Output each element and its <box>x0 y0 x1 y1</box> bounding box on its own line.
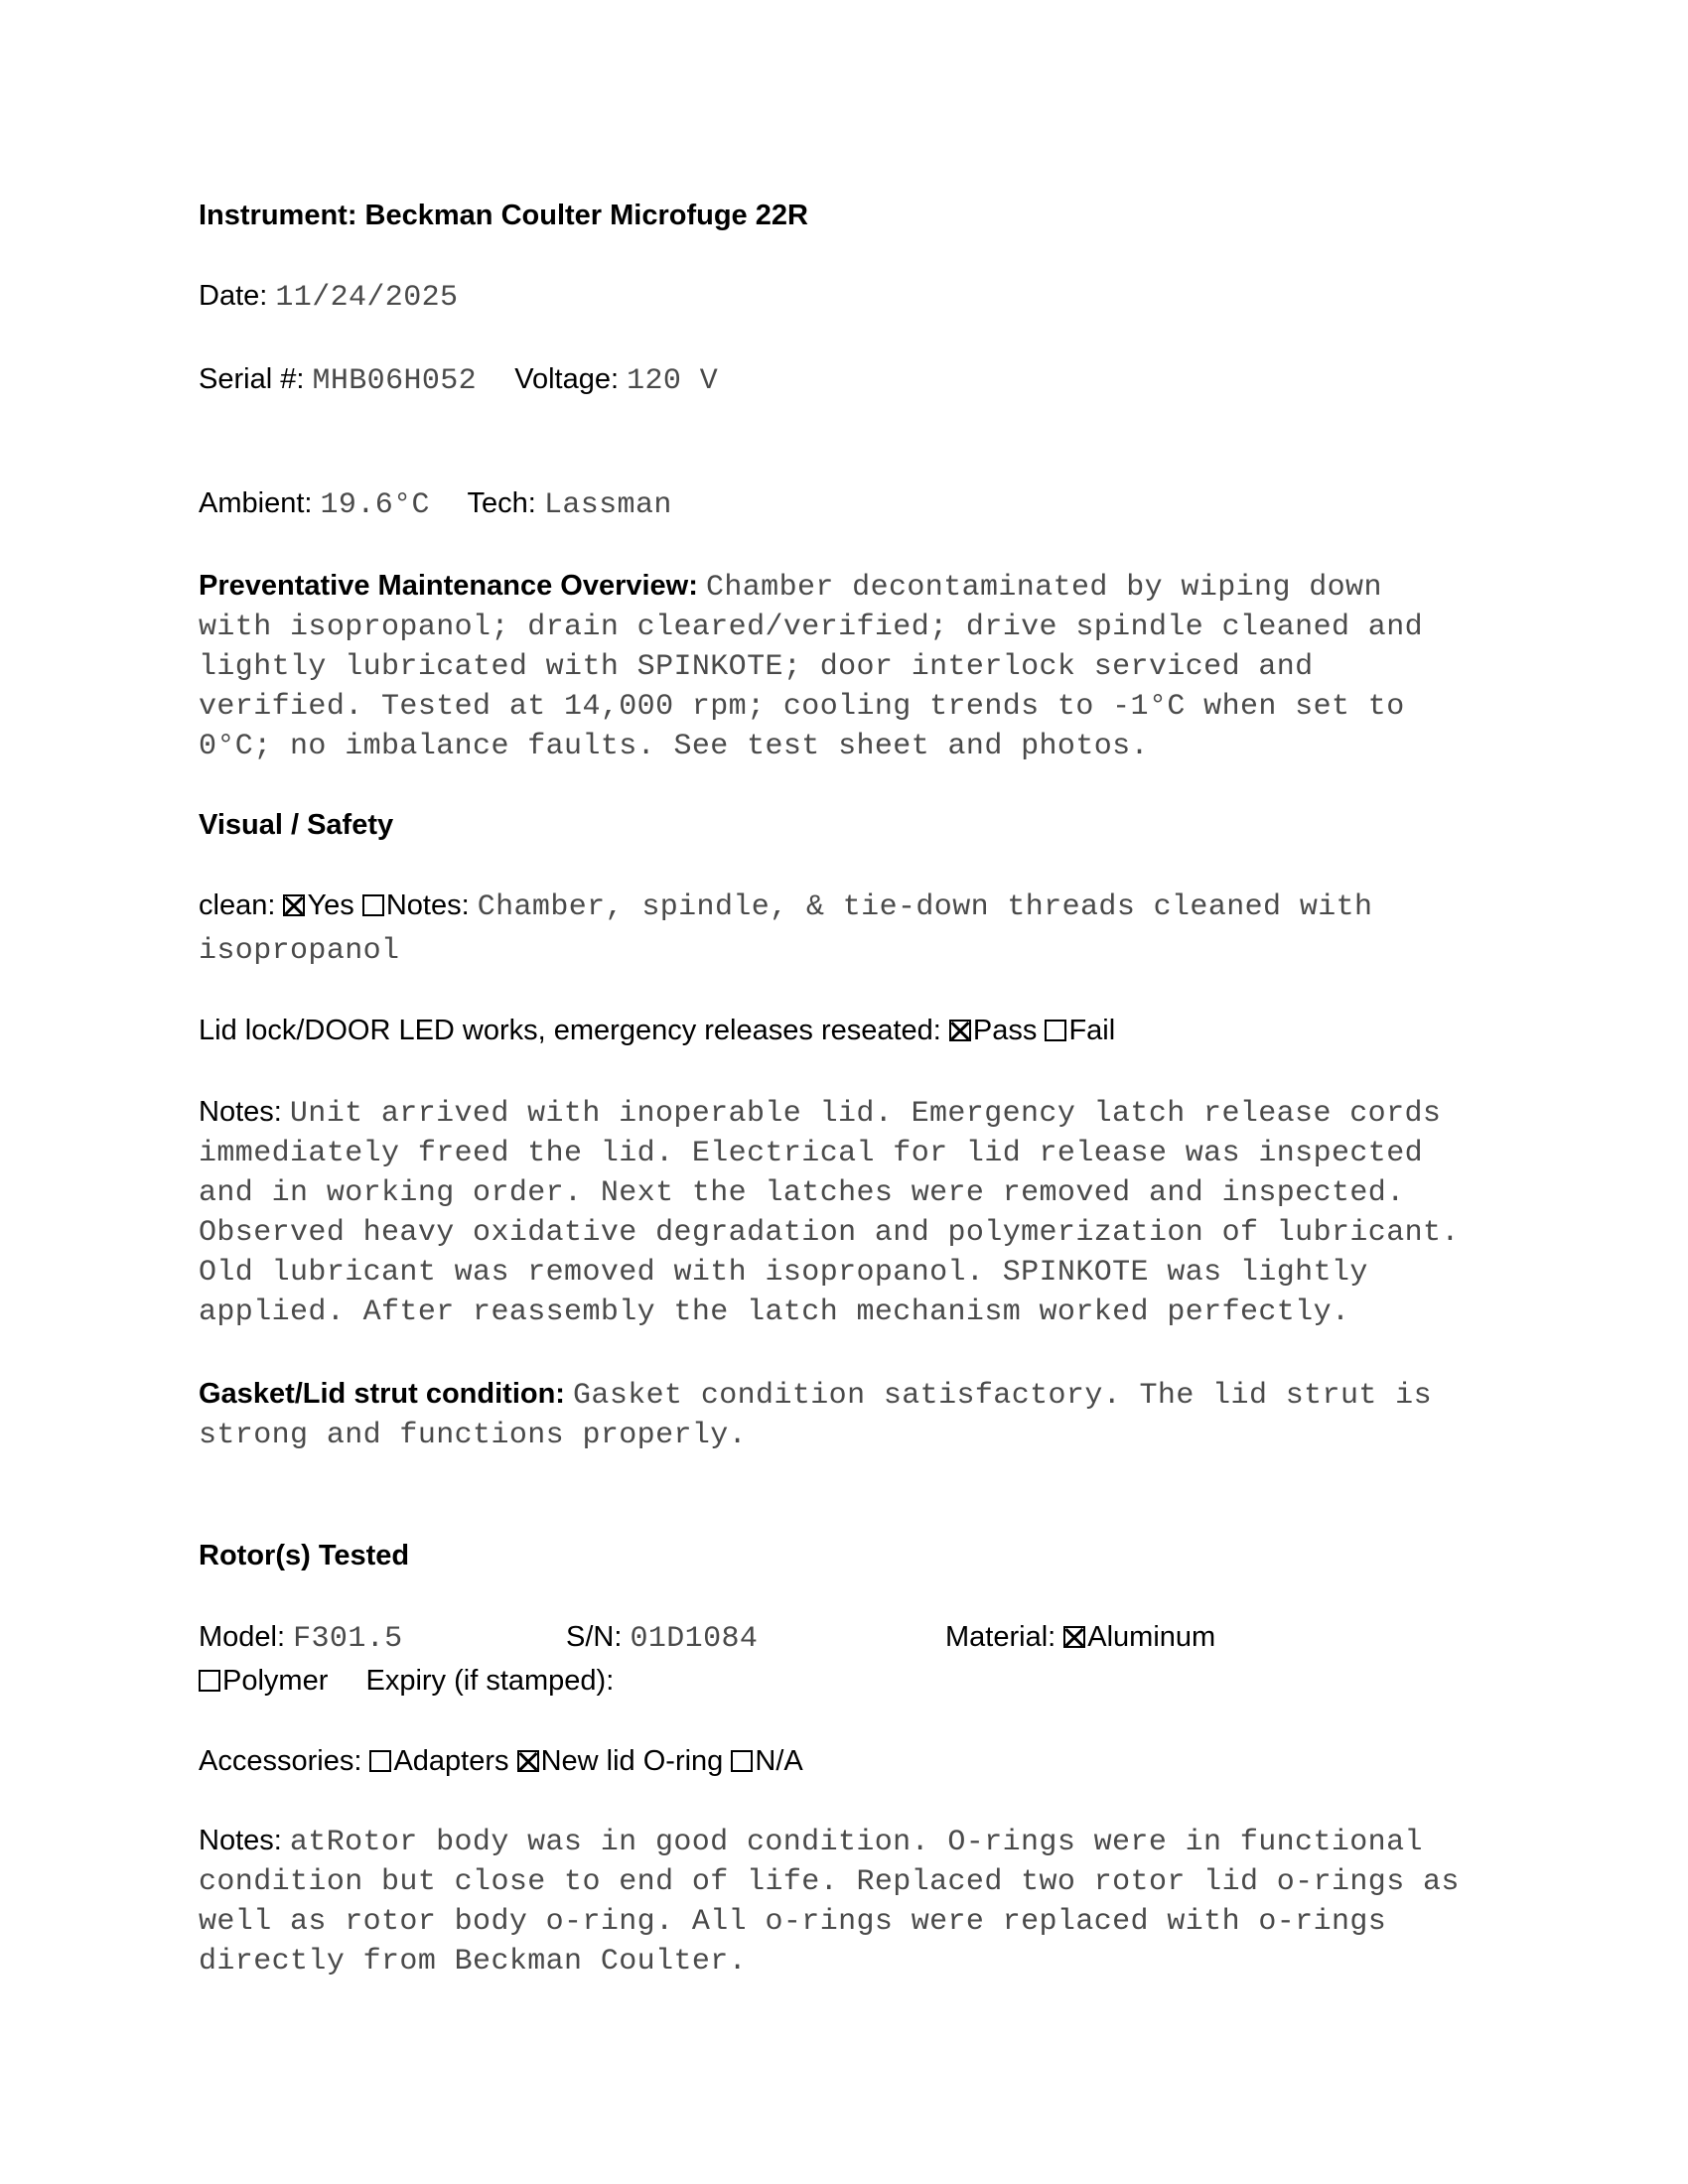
gasket-label: Gasket/Lid strut condition: <box>199 1378 565 1410</box>
lid-lock-pass-label: Pass <box>972 1015 1038 1046</box>
lid-notes-line: Old lubricant was removed with isopropanol. SPINKOTE was lightly <box>199 1256 1368 1290</box>
rotor-polymer-checkbox[interactable] <box>199 1670 220 1692</box>
accessories-na-label: N/A <box>755 1745 803 1777</box>
date-value: 11/24/2025 <box>275 281 459 315</box>
tech-label: Tech: <box>467 487 536 519</box>
lid-lock-fail-label: Fail <box>1068 1015 1116 1046</box>
pm-overview-line: Chamber decontaminated by wiping down <box>705 571 1382 605</box>
lid-lock-row <box>199 1011 1115 1050</box>
clean-label: clean: <box>199 889 276 921</box>
date-row <box>199 276 458 318</box>
rotor-notes-line: well as rotor body o-ring. All o-rings were replaced with o-rings <box>199 1905 1387 1939</box>
accessories-oring-checkbox[interactable] <box>517 1750 539 1772</box>
accessories-row <box>199 1741 803 1781</box>
rotor-row-2 <box>199 1661 614 1701</box>
pm-overview-line: with isopropanol; drain cleared/verified; drive spindle cleaned and <box>199 611 1423 644</box>
rotor-aluminum-label: Aluminum <box>1087 1621 1216 1653</box>
rotor-notes-label: Notes: <box>199 1825 282 1856</box>
rotor-model-label: Model: <box>199 1621 286 1653</box>
gasket-line: strong and functions properly. <box>199 1419 748 1452</box>
visual-safety-heading: Visual / Safety <box>199 809 394 841</box>
gasket-line: Gasket condition satisfactory. The lid strut is <box>573 1379 1432 1413</box>
clean-section <box>199 886 1489 971</box>
lid-notes-line: immediately freed the lid. Electrical for lid release was inspected <box>199 1137 1423 1170</box>
pm-overview-line: lightly lubricated with SPINKOTE; door interlock serviced and <box>199 650 1314 684</box>
clean-notes-label: Notes: <box>385 889 470 921</box>
lid-lock-fail-checkbox[interactable] <box>1045 1020 1066 1041</box>
ambient-tech-row <box>199 483 672 525</box>
accessories-adapters-label: Adapters <box>393 1745 509 1777</box>
instrument-title: Instrument: Beckman Coulter Microfuge 22R <box>199 200 808 231</box>
lid-lock-label: Lid lock/DOOR LED works, emergency releases reseated: <box>199 1015 941 1046</box>
accessories-na-checkbox[interactable] <box>731 1750 753 1772</box>
rotor-model-value: F301.5 <box>293 1622 403 1656</box>
lid-lock-pass-checkbox[interactable] <box>949 1020 971 1041</box>
rotors-heading: Rotor(s) Tested <box>199 1540 410 1571</box>
rotor-notes-line: directly from Beckman Coulter. <box>199 1945 748 1979</box>
rotor-sn-label: S/N: <box>566 1621 623 1653</box>
date-label: Date: <box>199 280 268 312</box>
rotor-sn-group <box>566 1617 758 1659</box>
clean-yes-checkbox[interactable] <box>283 894 305 916</box>
rotor-material-group <box>945 1617 1215 1657</box>
voltage-label: Voltage: <box>514 363 620 395</box>
ambient-label: Ambient: <box>199 487 313 519</box>
rotor-expiry-label: Expiry (if stamped): <box>365 1665 615 1697</box>
serial-label: Serial #: <box>199 363 305 395</box>
rotor-notes <box>199 1821 1489 1981</box>
rotor-notes-line: condition but close to end of life. Replaced two rotor lid o-rings as <box>199 1865 1460 1899</box>
clean-notes-line: Chamber, spindle, & tie-down threads cleaned with <box>477 890 1373 924</box>
serial-value: MHB06H052 <box>312 364 478 398</box>
rotor-sn-value: 01D1084 <box>630 1622 759 1656</box>
accessories-adapters-checkbox[interactable] <box>369 1750 391 1772</box>
rotor-notes-line: atRotor body was in good condition. O-rings were in functional <box>289 1826 1423 1859</box>
lid-notes-label: Notes: <box>199 1096 282 1128</box>
lid-notes-line: applied. After reassembly the latch mechanism worked perfectly. <box>199 1296 1350 1329</box>
clean-notes-line: isopropanol <box>199 934 400 968</box>
pm-overview-label: Preventative Maintenance Overview: <box>199 570 698 602</box>
rotor-polymer-label: Polymer <box>222 1665 329 1697</box>
rotor-row <box>199 1617 403 1659</box>
gasket-section <box>199 1374 1489 1455</box>
ambient-value: 19.6°C <box>320 488 430 522</box>
pm-overview <box>199 566 1489 766</box>
accessories-label: Accessories: <box>199 1745 362 1777</box>
serial-voltage-row <box>199 359 718 401</box>
tech-value: Lassman <box>543 488 672 522</box>
accessories-oring-label: New lid O-ring <box>540 1745 724 1777</box>
pm-overview-line: verified. Tested at 14,000 rpm; cooling trends to -1°C when set to <box>199 690 1405 724</box>
clean-yes-label: Yes <box>307 889 354 921</box>
voltage-value: 120 V <box>627 364 719 398</box>
lid-notes-line: Unit arrived with inoperable lid. Emergency latch release cords <box>289 1097 1442 1131</box>
rotor-aluminum-checkbox[interactable] <box>1063 1626 1085 1648</box>
lid-notes-line: Observed heavy oxidative degradation and polymerization of lubricant. <box>199 1216 1460 1250</box>
lid-notes <box>199 1092 1489 1332</box>
rotor-material-label: Material: <box>945 1621 1056 1653</box>
lid-notes-line: and in working order. Next the latches were removed and inspected. <box>199 1176 1405 1210</box>
pm-overview-line: 0°C; no imbalance faults. See test sheet and photos. <box>199 730 1149 763</box>
clean-notes-checkbox[interactable] <box>362 894 384 916</box>
